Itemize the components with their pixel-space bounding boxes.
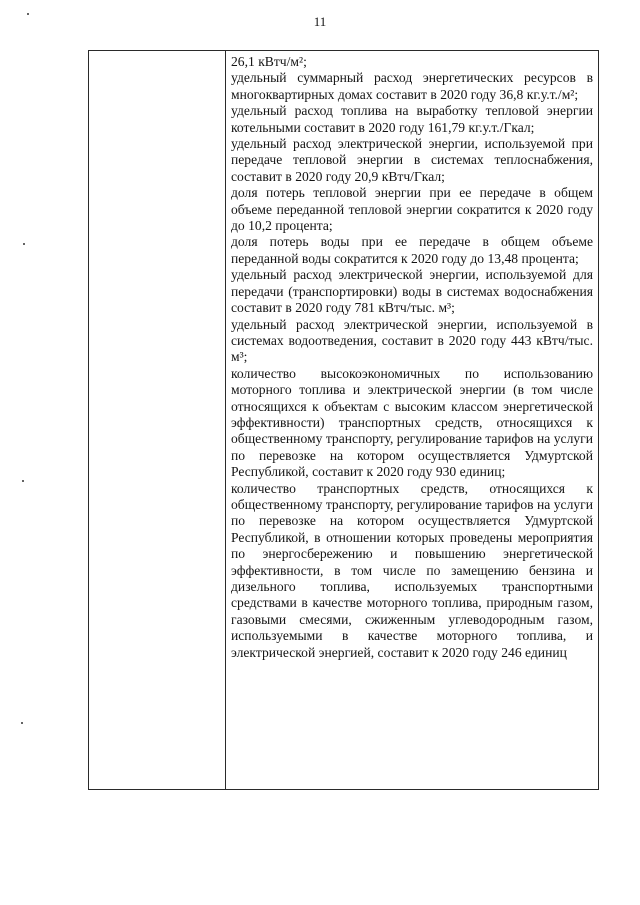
- table-paragraph: доля потерь тепловой энергии при ее передаче в общем объеме переданной тепловой энергии сократится к 2020 году до 10,2 процента;: [231, 185, 593, 234]
- table-paragraph: удельный расход топлива на выработку тепловой энергии котельными составит в 2020 году 161,79 кг.у.т./Гкал;: [231, 103, 593, 135]
- table-paragraph: количество высокоэкономичных по использованию моторного топлива и электрической энергии (в том числе относящихся к объектам с высоким классом энергетической эффективности) транспортных средств, относящихся к общественному транспорту, регулирование тарифов на услуги по перевозке на котором осуществляется Удмуртской Республикой, составит к 2020 году 930 единиц;: [231, 365, 593, 480]
- table-paragraph: удельный расход электрической энергии, используемой при передаче тепловой энергии в системах теплоснабжения, составит в 2020 году 20,9 кВтч/Гкал;: [231, 136, 593, 184]
- table-left-cell: [89, 51, 226, 789]
- scan-speck: [22, 480, 24, 482]
- table-paragraph: удельный расход электрической энергии, используемой для передачи (транспортировки) воды в системах водоснабжения составит в 2020 году 781 кВтч/тыс. м³;: [231, 267, 593, 316]
- table-paragraph: доля потерь воды при ее передаче в общем объеме переданной воды сократится к 2020 году до 13,48 процента;: [231, 234, 593, 266]
- table-paragraph: удельный расход электрической энергии, используемой в системах водоотведения, составит в 2020 году 443 кВтч/тыс. м³;: [231, 316, 593, 365]
- table-paragraph: удельный суммарный расход энергетических ресурсов в многоквартирных домах составит в 2020 году 36,8 кг.у.т./м²;: [231, 70, 593, 102]
- scan-speck: [23, 243, 25, 245]
- table-paragraph: количество транспортных средств, относящихся к общественному транспорту, регулирование тарифов на услуги по перевозке на котором осуществляется Удмуртской Республикой, в отношении которых проведены мероприятия по энергосбережению и повышению энергетической эффективности, в том числе по замещению бензина и дизельного топлива, используемых транспортными средствами в качестве моторного топлива, природным газом, газовыми смесями, сжиженным углеводородным газом, используемыми в качестве моторного топлива, и электрической энергией, составит к 2020 году 246 единиц: [231, 480, 593, 660]
- page-number: 11: [313, 14, 327, 29]
- table-right-cell: [226, 51, 598, 789]
- table-paragraph: 26,1 кВтч/м²;: [231, 54, 307, 69]
- scan-speck: [21, 722, 23, 724]
- document-table: [88, 50, 599, 790]
